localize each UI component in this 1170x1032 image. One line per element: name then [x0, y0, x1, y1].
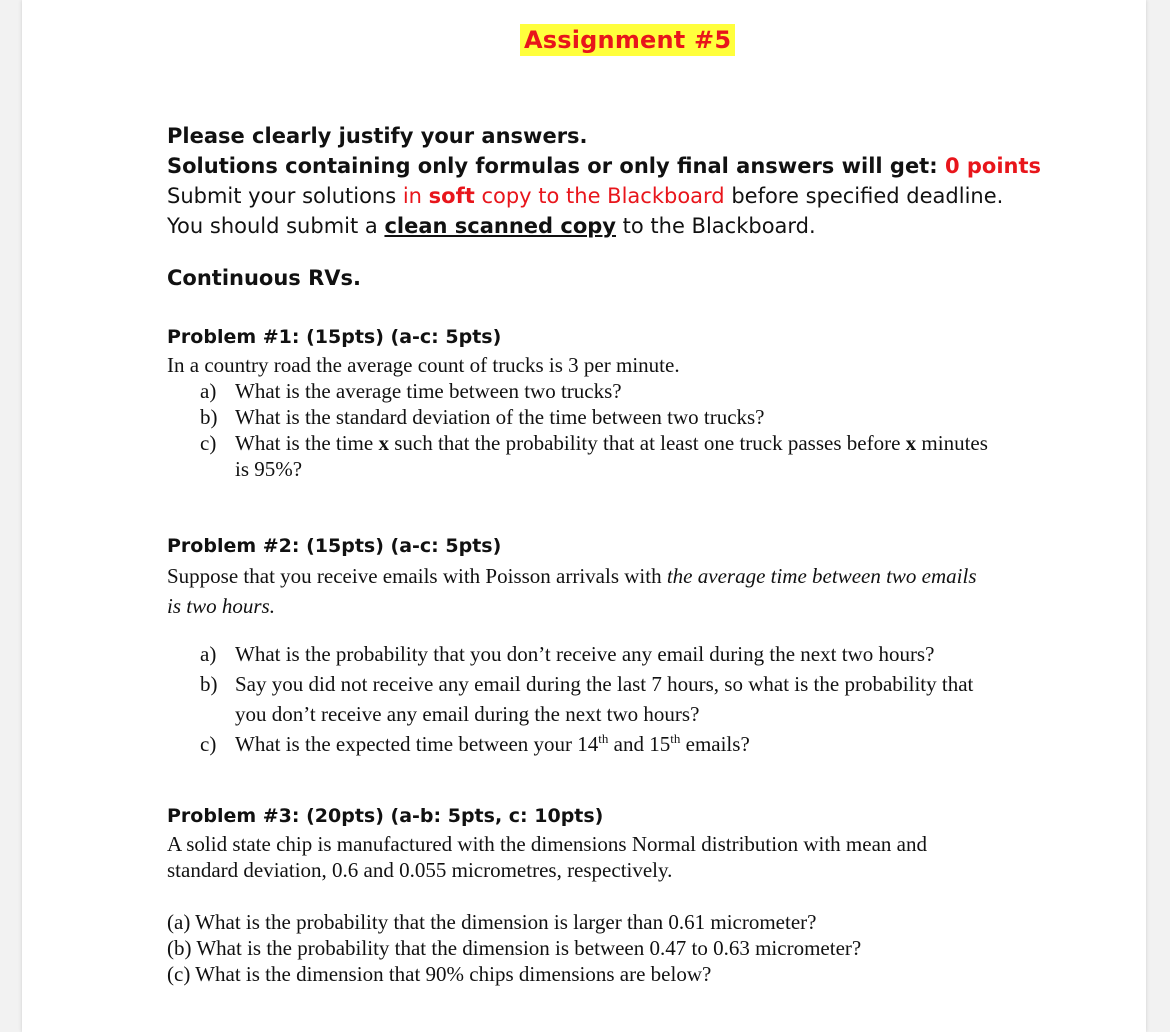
problem3-question-c: (c) What is the dimension that 90% chips dimensions are below? [167, 962, 712, 986]
instruction-formulas: Solutions containing only formulas or only final answers will get: 0 points [167, 154, 1042, 178]
problem2-title: Problem #2: (15pts) (a-c: 5pts) [167, 535, 502, 557]
clean-scanned-copy-text: clean scanned copy [384, 214, 616, 238]
problem1-questions [200, 378, 988, 482]
zero-points-text: 0 points [944, 154, 1042, 178]
instruction-submit: Submit your solutions in soft copy to the Blackboard before specified deadline. [167, 184, 1004, 208]
problem3-questions [167, 909, 861, 987]
problem2-question-a: a) What is the probability that you don’t receive any email during the next two hours? [200, 642, 935, 666]
problem2-question-c: c) What is the expected time between your 14th and 15th emails? [200, 731, 750, 756]
problem3-intro: A solid state chip is manufactured with the dimensions Normal distribution with mean and standard deviation, 0.6 and 0.055 micrometres, respectively. [167, 832, 927, 882]
problem1-title: Problem #1: (15pts) (a-c: 5pts) [167, 326, 502, 348]
problem2-question-b: b) Say you did not receive any email during the last 7 hours, so what is the probability that you don’t receive any email during the next two hours? [200, 672, 974, 726]
problem1-intro: In a country road the average count of trucks is 3 per minute. [167, 353, 680, 377]
instruction-justify: Please clearly justify your answers. [167, 124, 588, 148]
problem2-intro: Suppose that you receive emails with Poisson arrivals with the average time between two emails is two hours. [167, 564, 977, 618]
assignment-title: Assignment #5 [520, 24, 735, 56]
instructions-block [167, 121, 1041, 241]
problem3-question-b: (b) What is the probability that the dimension is between 0.47 to 0.63 micrometer? [167, 936, 862, 960]
problem1-question-c: c) What is the time x such that the probability that at least one truck passes before x minutes is 95%? [200, 431, 988, 481]
problem1-question-a: a) What is the average time between two trucks? [200, 379, 622, 403]
document-page [22, 0, 1146, 1032]
problem3-title: Problem #3: (20pts) (a-b: 5pts, c: 10pts) [167, 805, 604, 827]
problem1-question-b: b) What is the standard deviation of the time between two trucks? [200, 405, 765, 429]
problem3-question-a: (a) What is the probability that the dimension is larger than 0.61 micrometer? [167, 910, 817, 934]
section-heading: Continuous RVs. [167, 266, 362, 290]
instruction-scan: You should submit a clean scanned copy to the Blackboard. [167, 214, 816, 238]
problem2-questions [200, 639, 973, 759]
